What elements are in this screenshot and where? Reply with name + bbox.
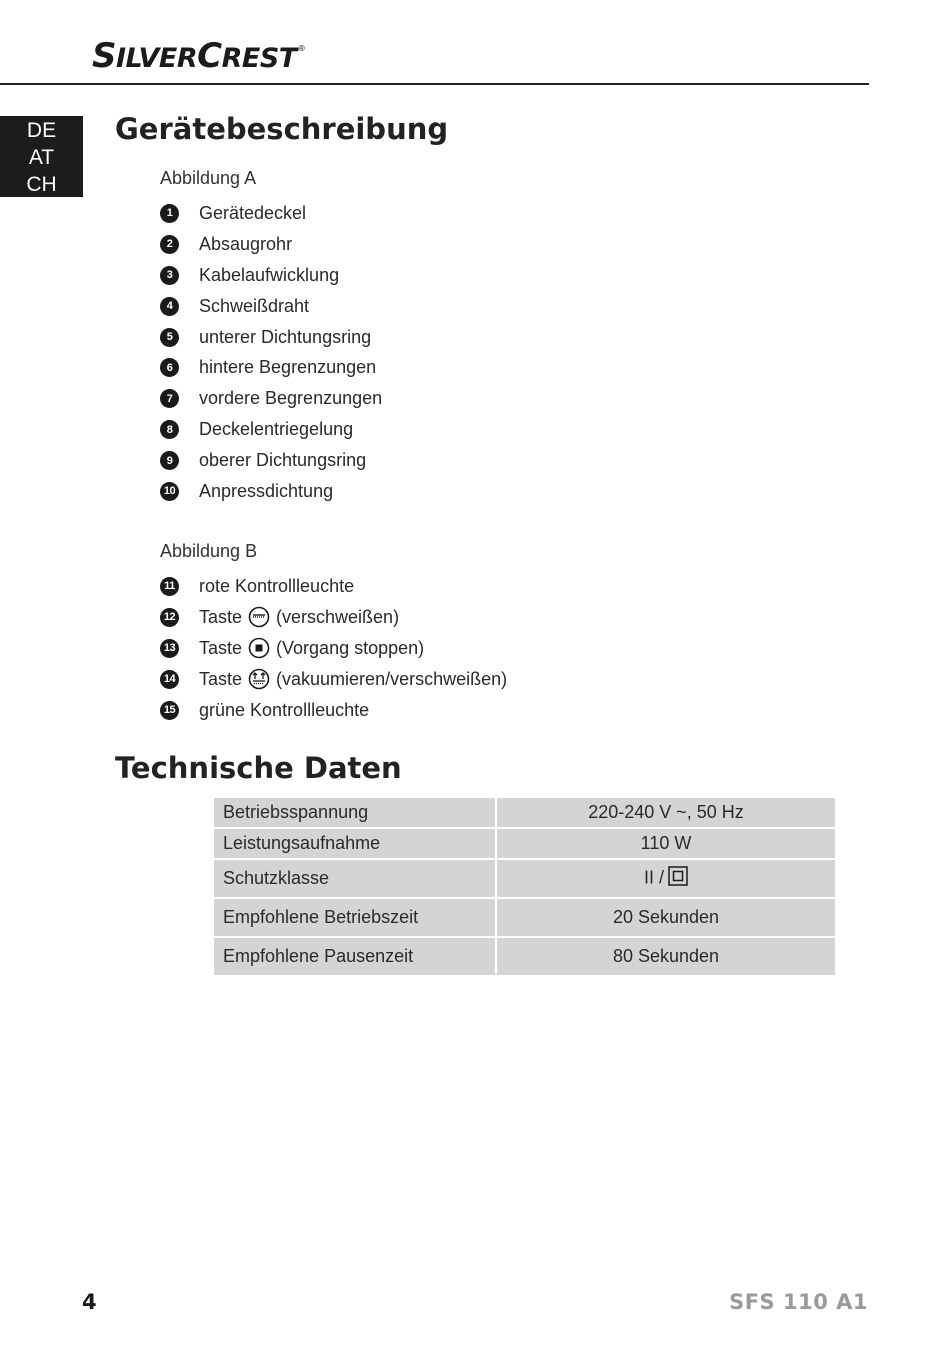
spec-label: Betriebsspannung [213,797,496,828]
spec-label: Leistungsaufnahme [213,828,496,859]
vacuum-seal-button-icon [248,668,270,690]
item-number-badge: 13 [160,639,179,658]
lang-ch: CH [26,173,57,196]
item-number-badge: 6 [160,358,179,377]
figure-b-list [160,571,507,725]
list-item [160,414,382,445]
page-number: 4 [82,1290,97,1314]
item-number-badge: 4 [160,297,179,316]
list-item [160,445,382,476]
item-label: (vakuumieren/verschweißen) [276,668,508,689]
item-label: unterer Dichtungsring [199,326,372,347]
list-item [160,664,507,695]
spec-value: 20 Sekunden [496,898,836,937]
table-row [213,797,836,828]
item-number-badge: 11 [160,577,179,596]
item-label: (verschweißen) [276,606,400,627]
section-title-technical-data: Technische Daten [115,751,402,785]
list-item [160,229,382,260]
lang-de: DE [26,119,57,142]
item-label: (Vorgang stoppen) [276,637,425,658]
item-prefix: Taste [199,606,243,627]
item-number-badge: 3 [160,266,179,285]
item-number-badge: 12 [160,608,179,627]
header-divider [0,83,869,85]
item-number-badge: 9 [160,451,179,470]
list-item [160,260,382,291]
spec-value: II / [643,867,664,888]
lang-at: AT [28,146,55,169]
spec-value: 220-240 V ~, 50 Hz [496,797,836,828]
item-label: Absaugrohr [199,233,293,254]
spec-label: Empfohlene Betriebszeit [213,898,496,937]
table-row [213,898,836,937]
spec-value: 80 Sekunden [496,937,836,976]
item-label: Gerätedeckel [199,202,307,223]
spec-label: Empfohlene Pausenzeit [213,937,496,976]
figure-b-label: Abbildung B [160,541,258,561]
item-label: hintere Begrenzungen [199,357,377,378]
item-label: grüne Kontrollleuchte [199,699,370,720]
list-item [160,602,507,633]
item-label: oberer Dichtungsring [199,450,367,471]
table-row [213,828,836,859]
item-number-badge: 2 [160,235,179,254]
figure-a-list [160,198,382,507]
item-label: Anpressdichtung [199,480,334,501]
item-number-badge: 15 [160,701,179,720]
item-label: Deckelentriegelung [199,419,354,440]
item-number-badge: 1 [160,204,179,223]
section-title-description: Gerätebeschreibung [115,112,449,146]
list-item [160,571,507,602]
item-number-badge: 8 [160,420,179,439]
item-number-badge: 10 [160,482,179,501]
table-row [213,859,836,898]
list-item [160,633,507,664]
model-number: SFS 110 A1 [729,1290,868,1314]
item-prefix: Taste [199,668,243,689]
seal-button-icon [248,606,270,628]
list-item [160,198,382,229]
figure-a-label: Abbildung A [160,168,257,188]
protection-class-ii-icon [668,866,688,891]
item-label: Kabelaufwicklung [199,264,340,285]
item-label: Schweißdraht [199,295,310,316]
item-prefix: Taste [199,637,243,658]
spec-value-cell [496,859,836,898]
item-number-badge: 14 [160,670,179,689]
technical-data-table [212,796,837,977]
language-tab [0,116,83,197]
stop-button-icon [248,637,270,659]
list-item [160,383,382,414]
spec-label: Schutzklasse [213,859,496,898]
item-label: rote Kontrollleuchte [199,575,355,596]
table-row [213,937,836,976]
list-item [160,476,382,507]
spec-value: 110 W [496,828,836,859]
list-item [160,695,507,726]
item-number-badge: 7 [160,389,179,408]
silvercrest-logo: SILVERCREST® [92,36,306,76]
list-item [160,291,382,322]
item-number-badge: 5 [160,328,179,347]
list-item [160,322,382,353]
item-label: vordere Begrenzungen [199,388,383,409]
list-item [160,352,382,383]
